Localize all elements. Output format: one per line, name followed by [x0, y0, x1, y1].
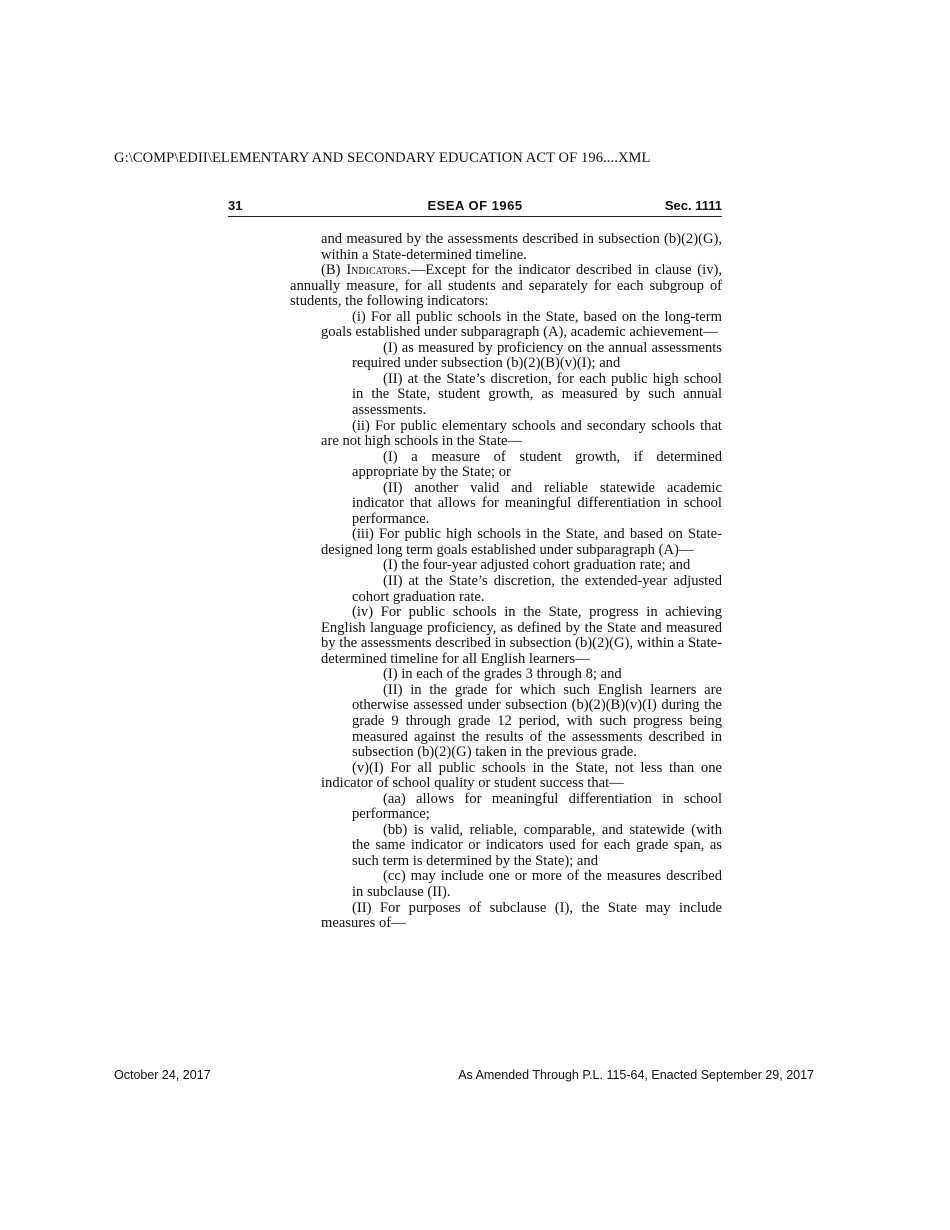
statute-paragraph: (ii) For public elementary schools and secondary schools that are not high schools in the State—: [321, 417, 722, 450]
statute-paragraph: and measured by the assessments described in subsection (b)(2)(G), within a State-determined timeline.: [321, 231, 722, 263]
footer-amendment-note: As Amended Through P.L. 115-64, Enacted September 29, 2017: [458, 1068, 814, 1082]
statute-paragraph: (II) in the grade for which such English learners are otherwise assessed under subsection (b)(2)(B)(v)(I) during the grade 9 through grade 12 period, with such progress being measured against the results of the assessments described in subsection (b)(2)(G) taken in the previous grade.: [352, 681, 722, 761]
statute-paragraph: (iii) For public high schools in the State, and based on State-designed long term goals established under subparagraph (A)—: [321, 526, 722, 558]
statute-paragraph: (II) at the State’s discretion, the extended-year adjusted cohort graduation rate.: [352, 573, 722, 605]
page-number: 31: [228, 198, 243, 213]
statute-paragraph: (II) another valid and reliable statewide academic indicator that allows for meaningful differentiation in school performance.: [352, 479, 722, 527]
subparagraph-heading: Indicators: [346, 262, 408, 279]
statute-paragraph: (cc) may include one or more of the measures described in subclause (II).: [352, 868, 722, 900]
statute-paragraph: (I) the four-year adjusted cohort graduation rate; and: [383, 557, 691, 574]
file-path: G:\COMP\EDII\ELEMENTARY AND SECONDARY EDUCATION ACT OF 196....XML: [114, 150, 651, 166]
statute-paragraph: (II) For purposes of subclause (I), the State may include measures of—: [321, 899, 722, 932]
statute-paragraph: (B) Indicators.—Except for the indicator described in clause (iv), annually measure, for all students and separately for each subgroup of students, the following indicators:: [290, 262, 722, 310]
statute-paragraph: (iv) For public schools in the State, progress in achieving English language proficiency, as defined by the State and measured by the assessments described in subsection (b)(2)(G), within a State-determined timeline for all English learners—: [321, 604, 722, 667]
statute-paragraph: (aa) allows for meaningful differentiation in school performance;: [352, 790, 722, 823]
statute-paragraph: (I) as measured by proficiency on the annual assessments required under subsection (b)(2)(B)(v)(I); and: [352, 339, 722, 372]
running-head-title: ESEA OF 1965: [427, 198, 523, 213]
footer-date: October 24, 2017: [114, 1068, 211, 1082]
statute-body: [290, 232, 722, 932]
running-head: [228, 198, 722, 217]
statute-paragraph: (II) at the State’s discretion, for each public high school in the State, student growth, as measured by such annual assessments.: [352, 370, 722, 419]
statute-paragraph: (bb) is valid, reliable, comparable, and statewide (with the same indicator or indicators used for each grade span, as such term is determined by the State); and: [352, 821, 722, 869]
statute-paragraph: (I) a measure of student growth, if determined appropriate by the State; or: [352, 448, 722, 481]
statute-paragraph: (i) For all public schools in the State, based on the long-term goals established under subparagraph (A), academic achievement—: [321, 308, 722, 341]
section-number: Sec. 1111: [664, 198, 722, 213]
statute-paragraph: (I) in each of the grades 3 through 8; and: [383, 666, 622, 683]
statute-paragraph: (v)(I) For all public schools in the State, not less than one indicator of school quality or student success that—: [321, 759, 722, 792]
